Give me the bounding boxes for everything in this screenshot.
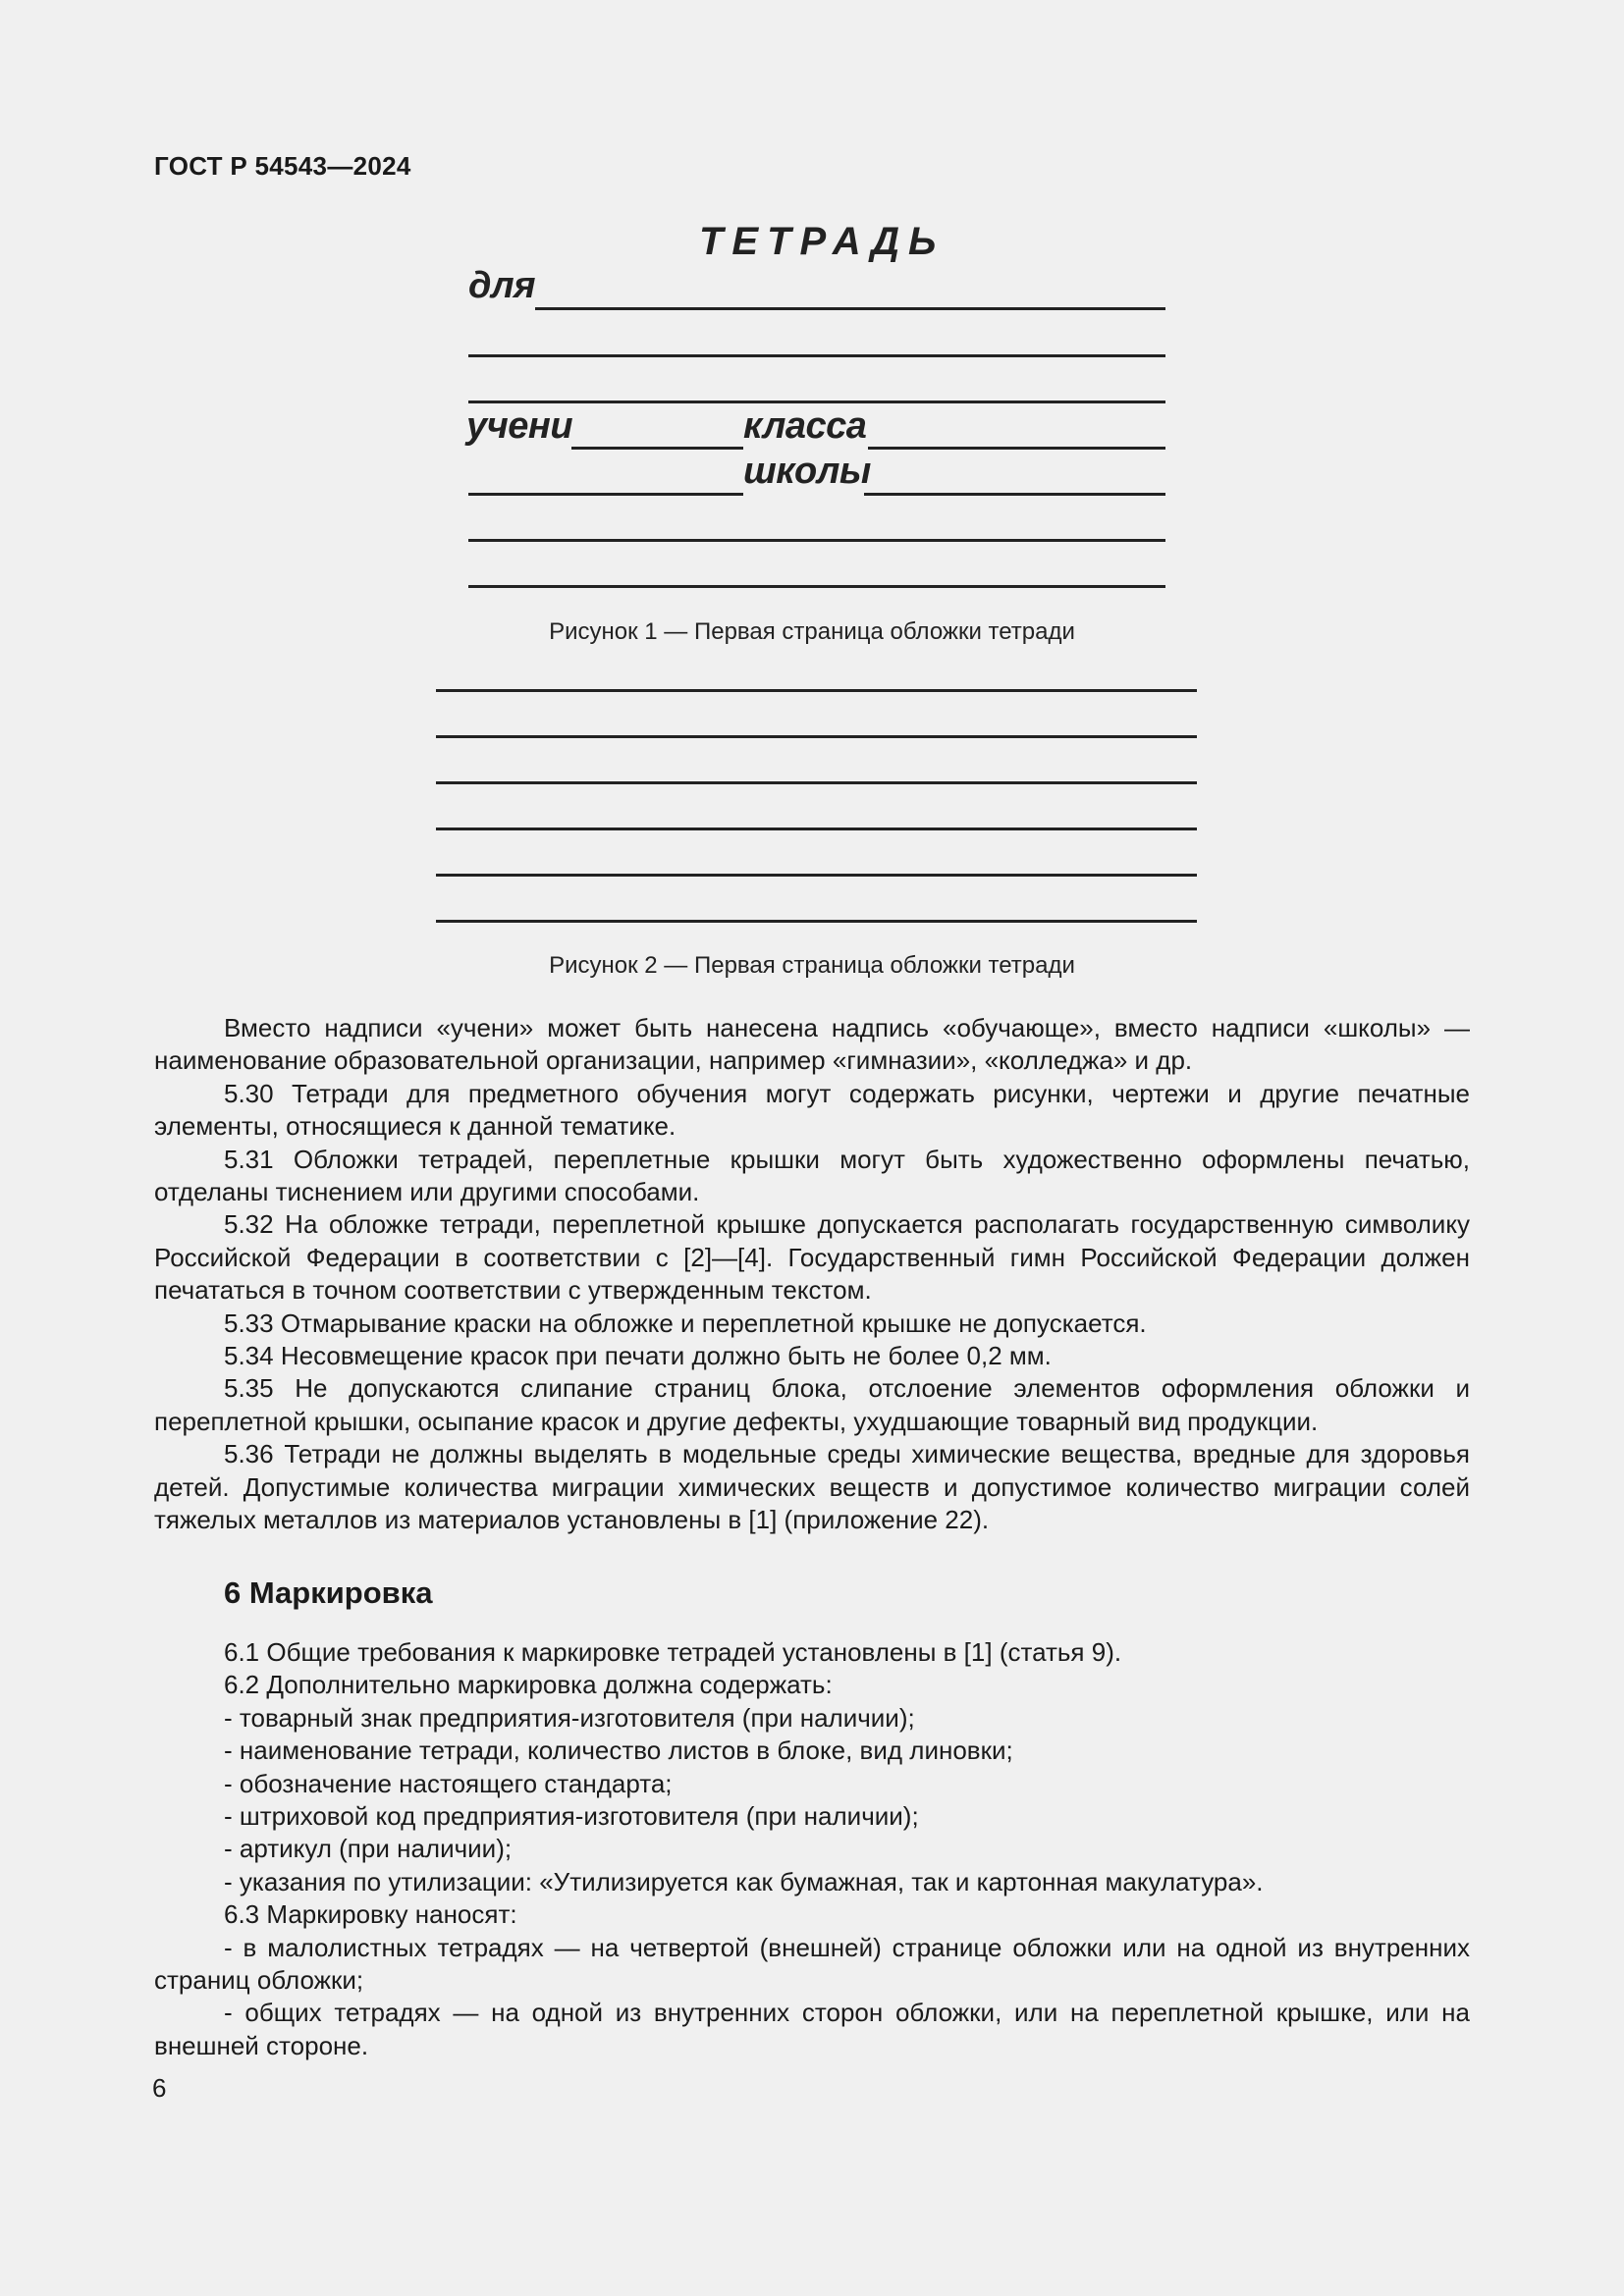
- figure-2-line: [436, 828, 1197, 830]
- list-item: - общих тетрадях — на одной из внутренних сторон обложки, или на переплетной крышке, или на внешней стороне.: [154, 1998, 1470, 2060]
- paragraph: 5.30 Тетради для предметного обучения могут содержать рисунки, чертежи и другие печатные элементы, относящиеся к данной тематике.: [154, 1078, 1470, 1142]
- figure-1-line: [468, 585, 1165, 588]
- figure-1-label-student: учени: [466, 405, 573, 447]
- section-6-text: [154, 1636, 1470, 2062]
- paragraph: 5.36 Тетради не должны выделять в модельные среды химические вещества, вредные для здоровья детей. Допустимые количества миграции химических веществ и допустимое количество миграции солей тяжелых металлов из материалов установлены в [1] (приложение 22).: [154, 1439, 1470, 1535]
- figure-2-line: [436, 735, 1197, 738]
- paragraph: 5.33 Отмарывание краски на обложке и переплетной крышке не допускается.: [224, 1308, 1147, 1338]
- figure-1-line: [468, 539, 1165, 542]
- figure-1-line: [864, 493, 1165, 496]
- figure-1-line: [468, 493, 743, 496]
- figure-1-line: [535, 307, 1165, 310]
- figure-2-line: [436, 874, 1197, 877]
- figure-1-label-school: школы: [743, 451, 871, 492]
- figure-2-caption: Рисунок 2 — Первая страница обложки тетради: [549, 952, 1075, 979]
- list-item: - товарный знак предприятия-изготовителя (при наличии);: [224, 1702, 915, 1733]
- figure-1-line: [868, 447, 1165, 450]
- figure-1-title: ТЕТРАДЬ: [699, 220, 946, 263]
- figure-1-label-class: класса: [743, 405, 867, 447]
- standard-code: ГОСТ Р 54543—2024: [154, 151, 411, 181]
- paragraph: 5.32 На обложке тетради, переплетной крышке допускается располагать государственную символику Российской Федерации в соответствии с [2]—[4]. Государственный гимн Российской Федерации должен печататься в точном соответствии с утвержденным текстом.: [154, 1209, 1470, 1306]
- list-item: - артикул (при наличии);: [224, 1834, 513, 1864]
- paragraph: 5.35 Не допускаются слипание страниц блока, отслоение элементов оформления обложки и переплетной крышки, осыпание красок и другие дефекты, ухудшающие товарный вид продукции.: [154, 1373, 1470, 1436]
- list-item: - наименование тетради, количество листов в блоке, вид линовки;: [224, 1735, 1013, 1766]
- figure-1-line: [468, 400, 1165, 403]
- figure-2-line: [436, 920, 1197, 923]
- paragraph: 6.2 Дополнительно маркировка должна содержать:: [224, 1670, 833, 1700]
- list-item: - указания по утилизации: «Утилизируется как бумажная, так и картонная макулатура».: [224, 1866, 1264, 1896]
- list-item: - штриховой код предприятия-изготовителя (при наличии);: [224, 1801, 919, 1832]
- section-6-title: 6 Маркировка: [224, 1575, 433, 1610]
- body-text: [154, 1012, 1470, 1537]
- figure-2-line: [436, 781, 1197, 784]
- paragraph: 5.34 Несовмещение красок при печати должно быть не более 0,2 мм.: [224, 1341, 1052, 1371]
- figure-1-label-for: для: [468, 265, 536, 306]
- list-item: - в малолистных тетрадях — на четвертой (внешней) странице обложки или на одной из внутренних страниц обложки;: [154, 1932, 1470, 1996]
- paragraph: 6.3 Маркировку наносят:: [224, 1899, 517, 1930]
- paragraph: 6.1 Общие требования к маркировке тетрадей установлены в [1] (статья 9).: [224, 1637, 1122, 1667]
- list-item: - обозначение настоящего стандарта;: [224, 1768, 673, 1798]
- page-number: 6: [152, 2073, 167, 2103]
- figure-1-line: [571, 447, 743, 450]
- paragraph: 5.31 Обложки тетрадей, переплетные крышки могут быть художественно оформлены печатью, отделаны тиснением или другими способами.: [154, 1144, 1470, 1207]
- figure-1-line: [468, 354, 1165, 357]
- figure-1-caption: Рисунок 1 — Первая страница обложки тетради: [549, 618, 1075, 645]
- figure-2-line: [436, 689, 1197, 692]
- paragraph: Вместо надписи «учени» может быть нанесена надпись «обучающе», вместо надписи «школы» — наименование образовательной организации, например «гимназии», «колледжа» и др.: [154, 1013, 1470, 1076]
